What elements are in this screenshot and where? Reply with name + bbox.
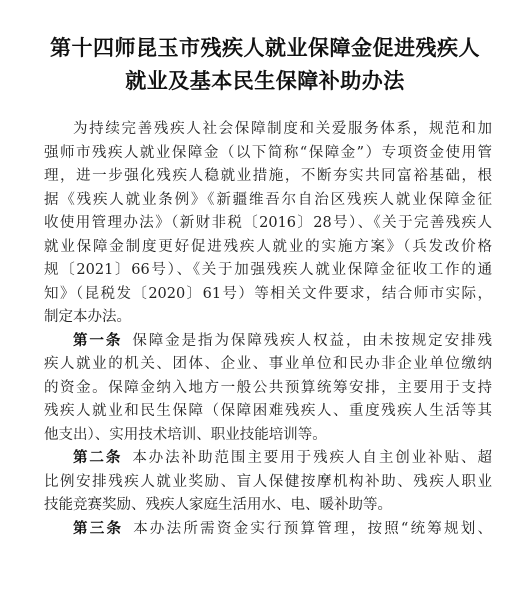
- article-2-line: 技能竞赛奖励、残疾人家庭生活用水、电、暖补助等。: [44, 497, 392, 513]
- title-line-1: 第十四师昆玉市残疾人就业保障金促进残疾人: [50, 36, 480, 60]
- article-1-text: 保障金是指为保障残疾人权益，由未按规定安排残: [132, 332, 492, 349]
- article-1-label: 第一条: [73, 332, 123, 349]
- article-2-line: [44, 447, 492, 471]
- article-1-line: 疾人就业的机关、团体、企业、事业单位和民办非企业单位缴纳: [44, 356, 492, 372]
- article-2-line: 比例安排残疾人就业奖励、盲人保健按摩机构补助、残疾人职业: [44, 473, 492, 490]
- article-1-line: [44, 330, 492, 354]
- article-3-label: 第三条: [73, 520, 124, 537]
- article-1-line: 他支出）、实用技术培训、职业技能培训等。: [44, 426, 327, 443]
- preamble-line: 理，进一步强化残疾人稳就业措施，不断夯实共同富裕基础，根: [44, 168, 492, 184]
- article-2-label: 第二条: [73, 450, 123, 466]
- article-3-line: [44, 518, 492, 542]
- article-3-text: 本办法所需资金实行预算管理，按照“统筹规划、: [133, 520, 492, 537]
- preamble-line: 知》（昆税发〔2020〕61号）等相关文件要求，结合师市实际，: [44, 285, 492, 302]
- preamble-line: 就业保障金制度更好促进残疾人就业的实施方案》（兵发改价格: [44, 238, 492, 255]
- preamble-line: 制定本办法。: [44, 309, 131, 325]
- article-2-text: 本办法补助范围主要用于残疾人自主创业补贴、超: [132, 450, 492, 466]
- document-title: [40, 32, 490, 98]
- preamble-line: 规〔2021〕66号）、《关于加强残疾人就业保障金征收工作的通: [44, 262, 492, 278]
- preamble-line: 强师市残疾人就业保障金（以下简称“保障金”）专项资金使用管: [44, 144, 492, 161]
- title-line-2: 就业及基本民生保障补助办法: [125, 69, 405, 93]
- preamble-line: 为持续完善残疾人社会保障制度和关爱服务体系，规范和加: [73, 121, 492, 137]
- preamble-line: 据《残疾人就业条例》《新疆维吾尔自治区残疾人就业保障金征: [44, 191, 492, 208]
- preamble-line: 收使用管理办法》（新财非税〔2016〕28号）、《关于完善残疾人: [44, 215, 492, 231]
- document-body: [44, 118, 492, 541]
- article-1-line: 残疾人就业和民生保障（保障困难残疾人、重度残疾人生活等其: [44, 403, 492, 419]
- article-1-line: 的资金。保障金纳入地方一般公共预算统筹安排，主要用于支持: [44, 379, 492, 396]
